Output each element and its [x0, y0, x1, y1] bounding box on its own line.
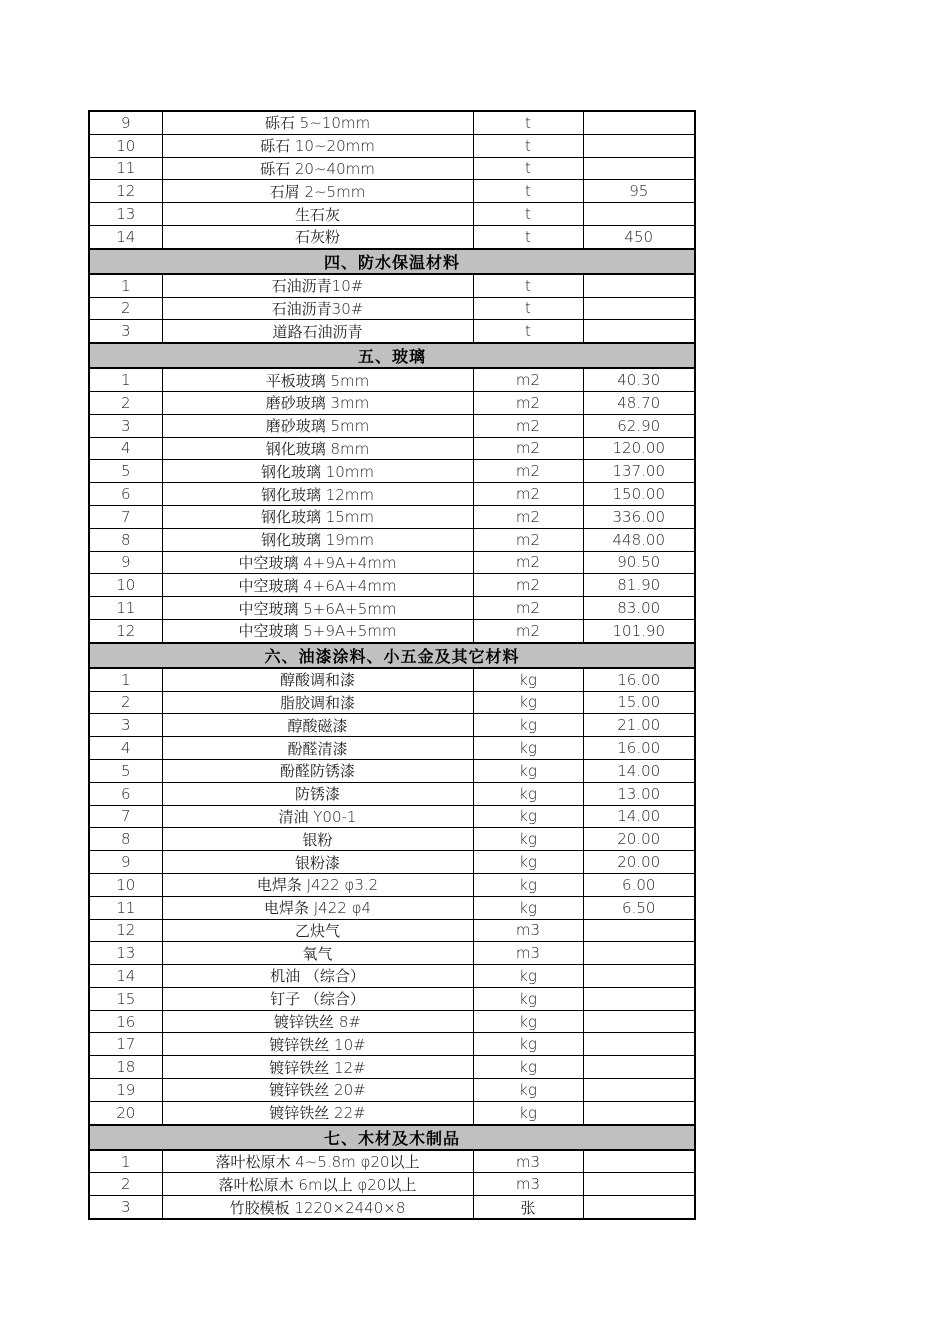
row-number-cell: 2	[89, 297, 162, 320]
unit-cell: m2	[473, 414, 583, 437]
unit-cell: t	[473, 297, 583, 320]
table-row	[89, 668, 695, 691]
material-name-cell: 砾石 5~10mm	[162, 111, 473, 134]
unit-cell: t	[473, 111, 583, 134]
price-cell: 40.30	[583, 368, 695, 391]
row-number-cell: 6	[89, 483, 162, 506]
price-cell: 336.00	[583, 505, 695, 528]
material-name-cell: 镀锌铁丝 8#	[162, 1010, 473, 1033]
unit-cell: m3	[473, 942, 583, 965]
unit-cell: m2	[473, 619, 583, 642]
table-row	[89, 896, 695, 919]
table-row	[89, 782, 695, 805]
row-number-cell: 16	[89, 1010, 162, 1033]
unit-cell: m2	[473, 368, 583, 391]
unit-cell: m3	[473, 1150, 583, 1173]
table-row	[89, 111, 695, 134]
unit-cell: kg	[473, 782, 583, 805]
unit-cell: m3	[473, 919, 583, 942]
row-number-cell: 15	[89, 987, 162, 1010]
material-name-cell: 醇酸调和漆	[162, 668, 473, 691]
unit-cell: kg	[473, 965, 583, 988]
row-number-cell: 9	[89, 851, 162, 874]
row-number-cell: 11	[89, 896, 162, 919]
unit-cell: m2	[473, 551, 583, 574]
price-cell: 83.00	[583, 597, 695, 620]
unit-cell: kg	[473, 691, 583, 714]
row-number-cell: 10	[89, 574, 162, 597]
table-row	[89, 225, 695, 248]
price-cell	[583, 320, 695, 343]
material-name-cell: 石灰粉	[162, 225, 473, 248]
material-name-cell: 道路石油沥青	[162, 320, 473, 343]
row-number-cell: 6	[89, 782, 162, 805]
row-number-cell: 12	[89, 180, 162, 203]
unit-cell: t	[473, 225, 583, 248]
price-cell	[583, 1056, 695, 1079]
material-name-cell: 钉子 （综合）	[162, 987, 473, 1010]
price-cell	[583, 919, 695, 942]
row-number-cell: 2	[89, 691, 162, 714]
price-cell	[583, 942, 695, 965]
price-cell	[583, 1196, 695, 1219]
row-number-cell: 1	[89, 668, 162, 691]
unit-cell: kg	[473, 1010, 583, 1033]
material-name-cell: 乙炔气	[162, 919, 473, 942]
material-name-cell: 石油沥青10#	[162, 274, 473, 297]
unit-cell: m2	[473, 391, 583, 414]
row-number-cell: 1	[89, 368, 162, 391]
material-name-cell: 酚醛清漆	[162, 737, 473, 760]
material-name-cell: 钢化玻璃 19mm	[162, 528, 473, 551]
row-number-cell: 12	[89, 919, 162, 942]
table-row	[89, 737, 695, 760]
material-name-cell: 银粉	[162, 828, 473, 851]
table-row	[89, 134, 695, 157]
section-header: 四、防水保温材料	[89, 249, 695, 274]
price-cell: 16.00	[583, 668, 695, 691]
row-number-cell: 13	[89, 942, 162, 965]
material-name-cell: 落叶松原木 4~5.8m φ20以上	[162, 1150, 473, 1173]
unit-cell: t	[473, 180, 583, 203]
row-number-cell: 10	[89, 134, 162, 157]
table-row	[89, 157, 695, 180]
price-cell: 13.00	[583, 782, 695, 805]
table-row	[89, 873, 695, 896]
row-number-cell: 9	[89, 111, 162, 134]
material-name-cell: 镀锌铁丝 12#	[162, 1056, 473, 1079]
material-name-cell: 镀锌铁丝 22#	[162, 1101, 473, 1124]
table-row	[89, 297, 695, 320]
unit-cell: kg	[473, 828, 583, 851]
row-number-cell: 20	[89, 1101, 162, 1124]
material-name-cell: 磨砂玻璃 5mm	[162, 414, 473, 437]
price-cell: 14.00	[583, 805, 695, 828]
row-number-cell: 5	[89, 759, 162, 782]
price-cell: 14.00	[583, 759, 695, 782]
table-row	[89, 987, 695, 1010]
unit-cell: kg	[473, 873, 583, 896]
price-cell	[583, 1150, 695, 1173]
material-name-cell: 中空玻璃 5+9A+5mm	[162, 619, 473, 642]
row-number-cell: 9	[89, 551, 162, 574]
material-name-cell: 钢化玻璃 15mm	[162, 505, 473, 528]
unit-cell: t	[473, 274, 583, 297]
material-name-cell: 醇酸磁漆	[162, 714, 473, 737]
material-name-cell: 中空玻璃 4+6A+4mm	[162, 574, 473, 597]
unit-cell: kg	[473, 1101, 583, 1124]
price-cell: 101.90	[583, 619, 695, 642]
price-cell: 62.90	[583, 414, 695, 437]
table-row	[89, 759, 695, 782]
row-number-cell: 13	[89, 203, 162, 226]
material-name-cell: 酚醛防锈漆	[162, 759, 473, 782]
row-number-cell: 14	[89, 225, 162, 248]
row-number-cell: 11	[89, 597, 162, 620]
section-header: 五、玻璃	[89, 343, 695, 368]
material-name-cell: 电焊条 J422 φ4	[162, 896, 473, 919]
price-cell: 150.00	[583, 483, 695, 506]
unit-cell: t	[473, 320, 583, 343]
material-name-cell: 防锈漆	[162, 782, 473, 805]
price-cell	[583, 1033, 695, 1056]
unit-cell: kg	[473, 1056, 583, 1079]
section-header-row	[89, 343, 695, 368]
price-cell	[583, 1173, 695, 1196]
unit-cell: kg	[473, 1079, 583, 1102]
unit-cell: t	[473, 134, 583, 157]
unit-cell: kg	[473, 759, 583, 782]
row-number-cell: 14	[89, 965, 162, 988]
material-name-cell: 电焊条 J422 φ3.2	[162, 873, 473, 896]
unit-cell: kg	[473, 987, 583, 1010]
price-cell: 90.50	[583, 551, 695, 574]
table-row	[89, 619, 695, 642]
price-cell	[583, 134, 695, 157]
table-row	[89, 805, 695, 828]
price-cell: 15.00	[583, 691, 695, 714]
unit-cell: 张	[473, 1196, 583, 1219]
unit-cell: m3	[473, 1173, 583, 1196]
material-name-cell: 镀锌铁丝 10#	[162, 1033, 473, 1056]
material-name-cell: 生石灰	[162, 203, 473, 226]
row-number-cell: 3	[89, 414, 162, 437]
unit-cell: m2	[473, 574, 583, 597]
unit-cell: m2	[473, 528, 583, 551]
price-cell	[583, 1079, 695, 1102]
material-name-cell: 落叶松原木 6m以上 φ20以上	[162, 1173, 473, 1196]
table-row	[89, 691, 695, 714]
price-cell	[583, 203, 695, 226]
row-number-cell: 5	[89, 460, 162, 483]
table-row	[89, 1150, 695, 1173]
material-name-cell: 机油 （综合）	[162, 965, 473, 988]
row-number-cell: 1	[89, 1150, 162, 1173]
price-cell	[583, 297, 695, 320]
material-name-cell: 中空玻璃 4+9A+4mm	[162, 551, 473, 574]
row-number-cell: 7	[89, 505, 162, 528]
price-cell	[583, 987, 695, 1010]
row-number-cell: 3	[89, 320, 162, 343]
table-row	[89, 965, 695, 988]
material-name-cell: 石油沥青30#	[162, 297, 473, 320]
unit-cell: kg	[473, 805, 583, 828]
material-name-cell: 钢化玻璃 8mm	[162, 437, 473, 460]
row-number-cell: 8	[89, 528, 162, 551]
price-cell	[583, 111, 695, 134]
unit-cell: kg	[473, 737, 583, 760]
row-number-cell: 12	[89, 619, 162, 642]
material-name-cell: 钢化玻璃 12mm	[162, 483, 473, 506]
row-number-cell: 3	[89, 1196, 162, 1219]
table-row	[89, 274, 695, 297]
row-number-cell: 3	[89, 714, 162, 737]
material-name-cell: 钢化玻璃 10mm	[162, 460, 473, 483]
table-row	[89, 1101, 695, 1124]
material-name-cell: 砾石 20~40mm	[162, 157, 473, 180]
table-row	[89, 851, 695, 874]
price-cell: 120.00	[583, 437, 695, 460]
price-cell	[583, 1101, 695, 1124]
row-number-cell: 11	[89, 157, 162, 180]
price-cell	[583, 1010, 695, 1033]
material-name-cell: 脂胶调和漆	[162, 691, 473, 714]
table-row	[89, 1196, 695, 1219]
section-header-row	[89, 249, 695, 274]
row-number-cell: 7	[89, 805, 162, 828]
material-name-cell: 石屑 2~5mm	[162, 180, 473, 203]
table-row	[89, 391, 695, 414]
table-body	[89, 111, 695, 1219]
row-number-cell: 17	[89, 1033, 162, 1056]
row-number-cell: 18	[89, 1056, 162, 1079]
section-header: 六、油漆涂料、小五金及其它材料	[89, 643, 695, 668]
price-cell	[583, 274, 695, 297]
table-row	[89, 437, 695, 460]
table-row	[89, 505, 695, 528]
unit-cell: kg	[473, 714, 583, 737]
price-cell: 20.00	[583, 828, 695, 851]
material-name-cell: 平板玻璃 5mm	[162, 368, 473, 391]
unit-cell: m2	[473, 437, 583, 460]
price-cell: 137.00	[583, 460, 695, 483]
table-row	[89, 483, 695, 506]
row-number-cell: 8	[89, 828, 162, 851]
table-row	[89, 1056, 695, 1079]
table-row	[89, 460, 695, 483]
table-row	[89, 414, 695, 437]
table-row	[89, 574, 695, 597]
price-cell	[583, 965, 695, 988]
materials-price-table	[88, 110, 696, 1220]
unit-cell: t	[473, 157, 583, 180]
row-number-cell: 10	[89, 873, 162, 896]
section-header-row	[89, 1125, 695, 1150]
unit-cell: m2	[473, 505, 583, 528]
price-cell: 95	[583, 180, 695, 203]
row-number-cell: 19	[89, 1079, 162, 1102]
table-row	[89, 1079, 695, 1102]
unit-cell: t	[473, 203, 583, 226]
price-cell: 6.50	[583, 896, 695, 919]
price-cell: 21.00	[583, 714, 695, 737]
table-row	[89, 714, 695, 737]
table-row	[89, 528, 695, 551]
material-name-cell: 银粉漆	[162, 851, 473, 874]
row-number-cell: 4	[89, 437, 162, 460]
table-row	[89, 942, 695, 965]
unit-cell: kg	[473, 1033, 583, 1056]
price-cell: 450	[583, 225, 695, 248]
price-cell: 6.00	[583, 873, 695, 896]
material-name-cell: 竹胶模板 1220×2440×8	[162, 1196, 473, 1219]
price-cell	[583, 157, 695, 180]
table-row	[89, 368, 695, 391]
unit-cell: m2	[473, 597, 583, 620]
unit-cell: m2	[473, 460, 583, 483]
price-cell: 16.00	[583, 737, 695, 760]
unit-cell: kg	[473, 896, 583, 919]
table-row	[89, 919, 695, 942]
unit-cell: m2	[473, 483, 583, 506]
table-row	[89, 320, 695, 343]
section-header-row	[89, 643, 695, 668]
table-row	[89, 1010, 695, 1033]
material-name-cell: 氧气	[162, 942, 473, 965]
table-row	[89, 551, 695, 574]
row-number-cell: 2	[89, 1173, 162, 1196]
table-row	[89, 203, 695, 226]
price-cell: 448.00	[583, 528, 695, 551]
row-number-cell: 2	[89, 391, 162, 414]
price-cell: 20.00	[583, 851, 695, 874]
unit-cell: kg	[473, 668, 583, 691]
material-name-cell: 镀锌铁丝 20#	[162, 1079, 473, 1102]
row-number-cell: 1	[89, 274, 162, 297]
row-number-cell: 4	[89, 737, 162, 760]
table-row	[89, 828, 695, 851]
table-row	[89, 597, 695, 620]
material-name-cell: 磨砂玻璃 3mm	[162, 391, 473, 414]
table-row	[89, 1033, 695, 1056]
material-name-cell: 中空玻璃 5+6A+5mm	[162, 597, 473, 620]
price-cell: 81.90	[583, 574, 695, 597]
unit-cell: kg	[473, 851, 583, 874]
material-name-cell: 砾石 10~20mm	[162, 134, 473, 157]
material-name-cell: 清油 Y00-1	[162, 805, 473, 828]
table-row	[89, 1173, 695, 1196]
table-row	[89, 180, 695, 203]
price-cell: 48.70	[583, 391, 695, 414]
section-header: 七、木材及木制品	[89, 1125, 695, 1150]
